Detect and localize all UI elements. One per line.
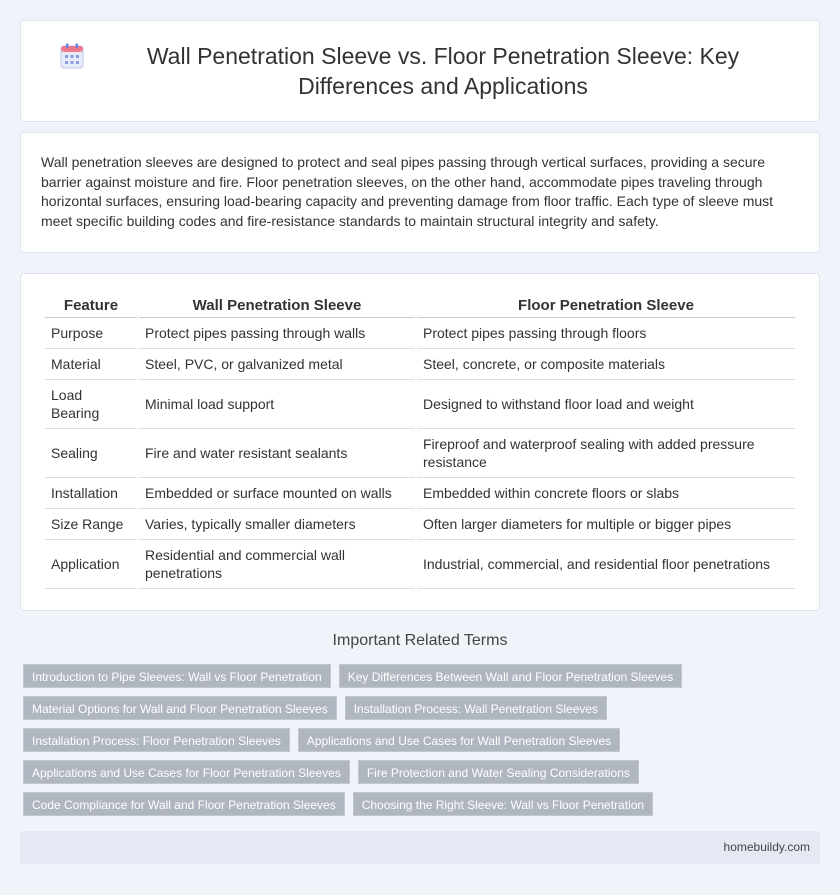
row-wall: Embedded or surface mounted on walls	[139, 478, 415, 509]
row-feature: Load Bearing	[45, 380, 137, 429]
table-row	[45, 540, 795, 589]
row-feature: Purpose	[45, 318, 137, 349]
row-floor: Steel, concrete, or composite materials	[417, 349, 795, 380]
header-wall: Wall Penetration Sleeve	[139, 292, 415, 318]
term-tag[interactable]: Applications and Use Cases for Wall Penetration Sleeves	[298, 728, 620, 752]
term-tag[interactable]: Installation Process: Floor Penetration Sleeves	[23, 728, 290, 752]
table-row	[45, 429, 795, 478]
table-header-row	[45, 292, 795, 318]
header-feature: Feature	[45, 292, 137, 318]
row-feature: Application	[45, 540, 137, 589]
row-wall: Residential and commercial wall penetrations	[139, 540, 415, 589]
row-floor: Protect pipes passing through floors	[417, 318, 795, 349]
tag-row	[23, 728, 823, 752]
row-feature: Size Range	[45, 509, 137, 540]
row-floor: Fireproof and waterproof sealing with added pressure resistance	[417, 429, 795, 478]
term-tag[interactable]: Key Differences Between Wall and Floor Penetration Sleeves	[339, 664, 683, 688]
row-floor: Often larger diameters for multiple or bigger pipes	[417, 509, 795, 540]
row-wall: Varies, typically smaller diameters	[139, 509, 415, 540]
comparison-card	[20, 273, 820, 611]
row-floor: Designed to withstand floor load and weight	[417, 380, 795, 429]
term-tag[interactable]: Introduction to Pipe Sleeves: Wall vs Floor Penetration	[23, 664, 331, 688]
tag-row	[23, 696, 823, 720]
related-terms	[23, 664, 823, 824]
term-tag[interactable]: Material Options for Wall and Floor Penetration Sleeves	[23, 696, 337, 720]
row-feature: Installation	[45, 478, 137, 509]
table-row	[45, 478, 795, 509]
row-wall: Fire and water resistant sealants	[139, 429, 415, 478]
tag-row	[23, 760, 823, 784]
intro-paragraph: Wall penetration sleeves are designed to protect and seal pipes passing through vertical surfaces, providing a secure barrier against moisture and fire. Floor penetration sleeves, on the other hand, accommodate pipes traveling through horizontal surfaces, ensuring load-bearing capacity and preventing damage from floor traffic. Each type of sleeve must meet specific building codes and fire-resistance standards to maintain structural integrity and safety.	[41, 154, 774, 229]
term-tag[interactable]: Fire Protection and Water Sealing Considerations	[358, 760, 639, 784]
tag-row	[23, 664, 823, 688]
title-card	[20, 20, 820, 122]
row-wall: Minimal load support	[139, 380, 415, 429]
calendar-icon	[60, 43, 84, 69]
term-tag[interactable]: Choosing the Right Sleeve: Wall vs Floor Penetration	[353, 792, 653, 816]
row-floor: Embedded within concrete floors or slabs	[417, 478, 795, 509]
row-feature: Material	[45, 349, 137, 380]
term-tag[interactable]: Code Compliance for Wall and Floor Penetration Sleeves	[23, 792, 345, 816]
footer	[20, 831, 820, 864]
term-tag[interactable]: Installation Process: Wall Penetration Sleeves	[345, 696, 607, 720]
table-row	[45, 349, 795, 380]
table-row	[45, 318, 795, 349]
row-feature: Sealing	[45, 429, 137, 478]
row-wall: Protect pipes passing through walls	[139, 318, 415, 349]
page-title: Wall Penetration Sleeve vs. Floor Penetration Sleeve: Key Differences and Applications	[146, 43, 740, 99]
row-floor: Industrial, commercial, and residential floor penetrations	[417, 540, 795, 589]
tag-row	[23, 792, 823, 816]
term-tag[interactable]: Applications and Use Cases for Floor Penetration Sleeves	[23, 760, 350, 784]
intro-card	[20, 132, 820, 253]
header-floor: Floor Penetration Sleeve	[417, 292, 795, 318]
table-row	[45, 509, 795, 540]
row-wall: Steel, PVC, or galvanized metal	[139, 349, 415, 380]
footer-site-link[interactable]: homebuildy.com	[723, 840, 810, 854]
comparison-table	[43, 292, 797, 589]
table-row	[45, 380, 795, 429]
related-terms-heading: Important Related Terms	[332, 632, 508, 649]
